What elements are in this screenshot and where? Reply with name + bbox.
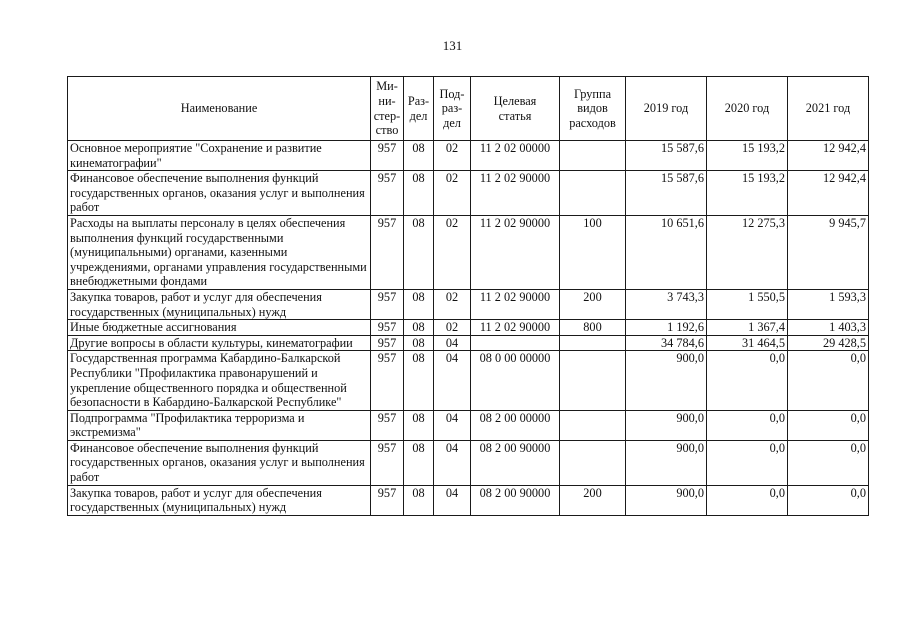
- cell-2020: 0,0: [707, 410, 788, 440]
- cell-2019: 900,0: [626, 410, 707, 440]
- header-section: Раз- дел: [404, 77, 434, 141]
- cell-ministry: 957: [371, 289, 404, 319]
- cell-target: [471, 335, 560, 351]
- cell-name: Расходы на выплаты персоналу в целях обеспечения выполнения функций государственными (муниципальными) органами, казенными учреждениями, органами управления государственными внебюджетными фондами: [68, 215, 371, 289]
- cell-target: 11 2 02 90000: [471, 171, 560, 216]
- table-row: [68, 289, 869, 319]
- page-number: 131: [442, 38, 463, 53]
- cell-expense-group: [560, 141, 626, 171]
- cell-target: 11 2 02 90000: [471, 289, 560, 319]
- cell-2019: 900,0: [626, 485, 707, 515]
- cell-2020: 0,0: [707, 485, 788, 515]
- budget-table: [67, 76, 869, 516]
- cell-expense-group: 100: [560, 215, 626, 289]
- cell-section: 08: [404, 320, 434, 336]
- cell-ministry: 957: [371, 141, 404, 171]
- table-row: [68, 351, 869, 410]
- cell-expense-group: [560, 410, 626, 440]
- cell-subsection: 04: [434, 351, 471, 410]
- cell-name: Закупка товаров, работ и услуг для обеспечения государственных (муниципальных) нужд: [68, 289, 371, 319]
- cell-2020: 0,0: [707, 440, 788, 485]
- cell-subsection: 04: [434, 440, 471, 485]
- table-row: [68, 320, 869, 336]
- cell-ministry: 957: [371, 320, 404, 336]
- cell-section: 08: [404, 289, 434, 319]
- header-2021: 2021 год: [788, 77, 869, 141]
- cell-target: 08 2 00 90000: [471, 440, 560, 485]
- cell-2020: 12 275,3: [707, 215, 788, 289]
- cell-subsection: 02: [434, 171, 471, 216]
- cell-target: 08 0 00 00000: [471, 351, 560, 410]
- cell-2019: 900,0: [626, 351, 707, 410]
- cell-expense-group: [560, 351, 626, 410]
- table-row: [68, 485, 869, 515]
- header-2020: 2020 год: [707, 77, 788, 141]
- cell-2019: 900,0: [626, 440, 707, 485]
- cell-name: Иные бюджетные ассигнования: [68, 320, 371, 336]
- cell-name: Государственная программа Кабардино-Балкарской Республики "Профилактика правонарушений и укрепление общественного порядка и общественной безопасности в Кабардино-Балкарской Республике": [68, 351, 371, 410]
- cell-expense-group: [560, 171, 626, 216]
- cell-section: 08: [404, 351, 434, 410]
- table-header-row: [68, 77, 869, 141]
- cell-section: 08: [404, 485, 434, 515]
- header-expense-group: Группа видов расходов: [560, 77, 626, 141]
- cell-subsection: 04: [434, 485, 471, 515]
- cell-ministry: 957: [371, 485, 404, 515]
- cell-subsection: 02: [434, 141, 471, 171]
- header-2019: 2019 год: [626, 77, 707, 141]
- cell-2021: 12 942,4: [788, 171, 869, 216]
- cell-2021: 9 945,7: [788, 215, 869, 289]
- cell-name: Другие вопросы в области культуры, кинематографии: [68, 335, 371, 351]
- cell-ministry: 957: [371, 351, 404, 410]
- cell-section: 08: [404, 141, 434, 171]
- cell-2019: 10 651,6: [626, 215, 707, 289]
- cell-2021: 1 403,3: [788, 320, 869, 336]
- cell-ministry: 957: [371, 440, 404, 485]
- cell-ministry: 957: [371, 171, 404, 216]
- cell-2019: 34 784,6: [626, 335, 707, 351]
- cell-target: 08 2 00 00000: [471, 410, 560, 440]
- table-row: [68, 410, 869, 440]
- cell-name: Основное мероприятие "Сохранение и развитие кинематографии": [68, 141, 371, 171]
- cell-section: 08: [404, 171, 434, 216]
- table-row: [68, 141, 869, 171]
- cell-name: Финансовое обеспечение выполнения функций государственных органов, оказания услуг и выполнения работ: [68, 440, 371, 485]
- cell-name: Закупка товаров, работ и услуг для обеспечения государственных (муниципальных) нужд: [68, 485, 371, 515]
- cell-subsection: 04: [434, 335, 471, 351]
- cell-2020: 1 367,4: [707, 320, 788, 336]
- cell-2020: 31 464,5: [707, 335, 788, 351]
- cell-name: Финансовое обеспечение выполнения функций государственных органов, оказания услуг и выполнения работ: [68, 171, 371, 216]
- cell-2020: 15 193,2: [707, 141, 788, 171]
- cell-subsection: 02: [434, 215, 471, 289]
- cell-expense-group: [560, 440, 626, 485]
- cell-subsection: 04: [434, 410, 471, 440]
- cell-expense-group: 800: [560, 320, 626, 336]
- cell-2019: 15 587,6: [626, 141, 707, 171]
- cell-section: 08: [404, 410, 434, 440]
- cell-target: 11 2 02 90000: [471, 320, 560, 336]
- cell-2021: 1 593,3: [788, 289, 869, 319]
- cell-2021: 12 942,4: [788, 141, 869, 171]
- cell-2021: 0,0: [788, 410, 869, 440]
- cell-2020: 15 193,2: [707, 171, 788, 216]
- table-row: [68, 215, 869, 289]
- cell-2019: 1 192,6: [626, 320, 707, 336]
- table-row: [68, 440, 869, 485]
- cell-expense-group: [560, 335, 626, 351]
- cell-expense-group: 200: [560, 289, 626, 319]
- cell-2021: 0,0: [788, 351, 869, 410]
- cell-ministry: 957: [371, 335, 404, 351]
- cell-target: 11 2 02 90000: [471, 215, 560, 289]
- header-ministry: Ми- ни- стер- ство: [371, 77, 404, 141]
- cell-ministry: 957: [371, 215, 404, 289]
- cell-subsection: 02: [434, 289, 471, 319]
- cell-2021: 0,0: [788, 440, 869, 485]
- cell-subsection: 02: [434, 320, 471, 336]
- cell-target: 11 2 02 00000: [471, 141, 560, 171]
- cell-expense-group: 200: [560, 485, 626, 515]
- cell-2020: 1 550,5: [707, 289, 788, 319]
- cell-section: 08: [404, 215, 434, 289]
- header-target: Целевая статья: [471, 77, 560, 141]
- cell-2020: 0,0: [707, 351, 788, 410]
- cell-name: Подпрограмма "Профилактика терроризма и экстремизма": [68, 410, 371, 440]
- cell-2021: 29 428,5: [788, 335, 869, 351]
- table-row: [68, 171, 869, 216]
- cell-ministry: 957: [371, 410, 404, 440]
- cell-section: 08: [404, 335, 434, 351]
- cell-2021: 0,0: [788, 485, 869, 515]
- table-row: [68, 335, 869, 351]
- cell-2019: 15 587,6: [626, 171, 707, 216]
- header-subsection: Под- раз- дел: [434, 77, 471, 141]
- cell-section: 08: [404, 440, 434, 485]
- header-name: Наименование: [68, 77, 371, 141]
- cell-target: 08 2 00 90000: [471, 485, 560, 515]
- cell-2019: 3 743,3: [626, 289, 707, 319]
